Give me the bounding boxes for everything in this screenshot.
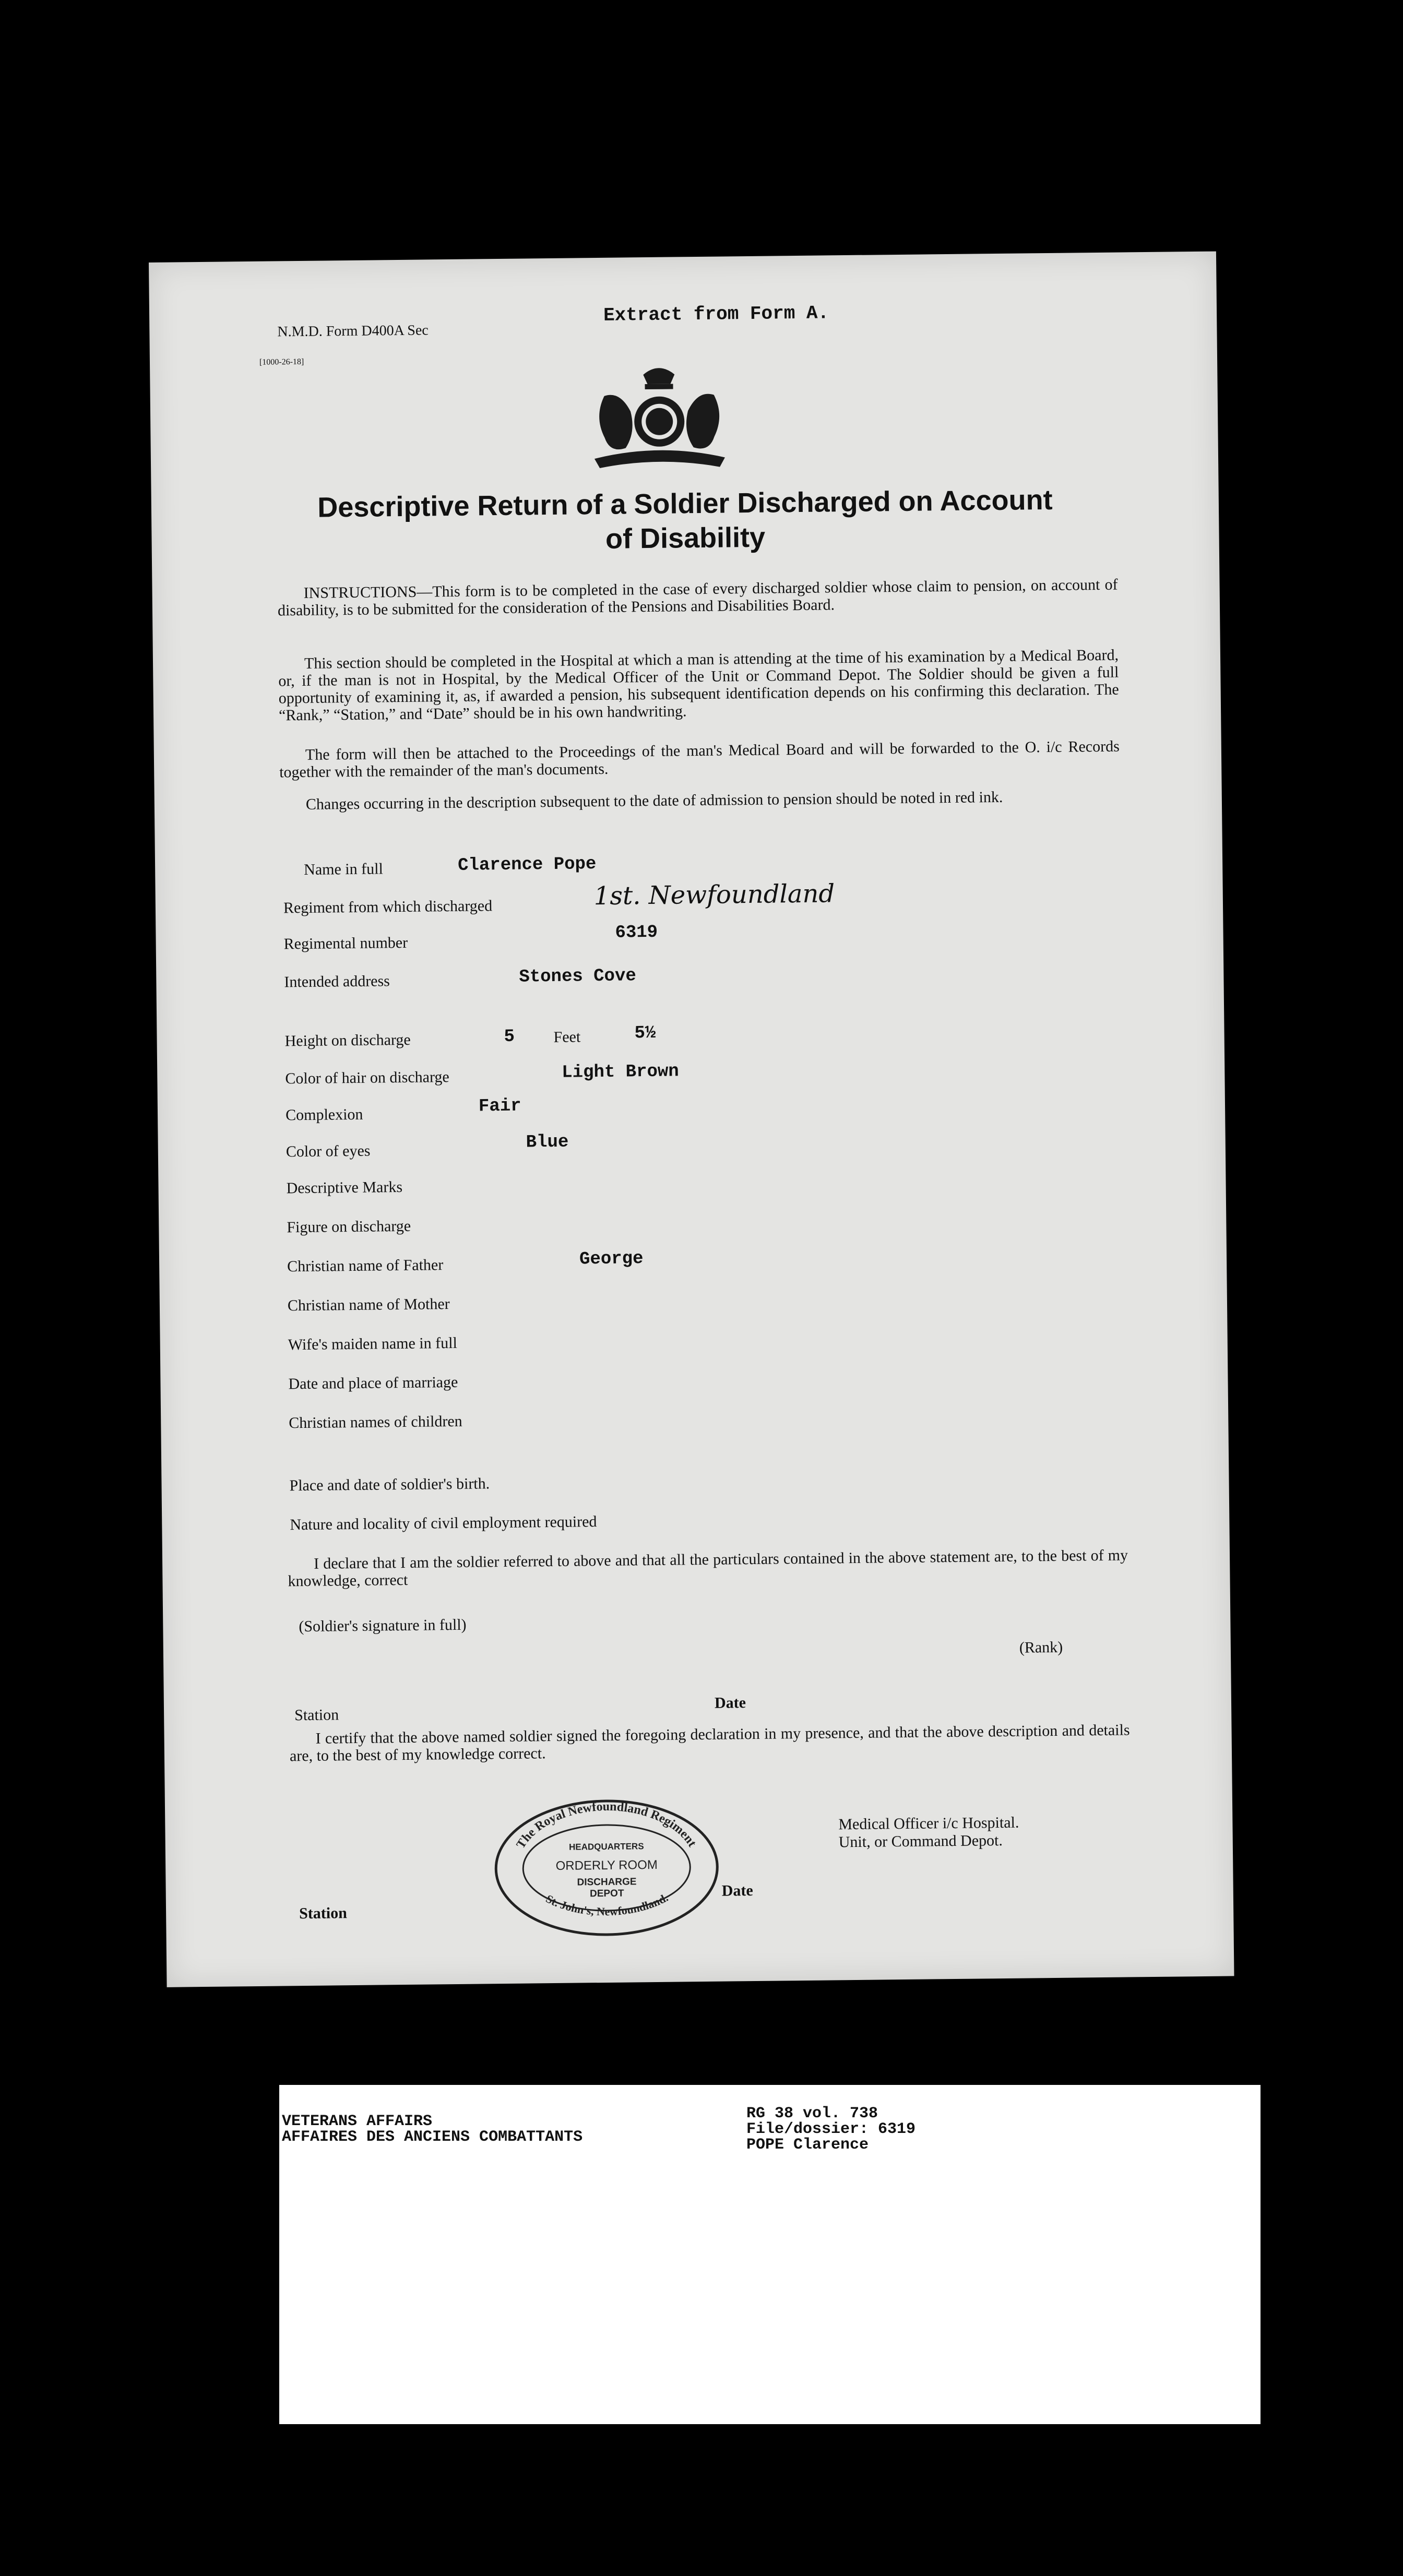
marks-label: Descriptive Marks — [286, 1178, 403, 1197]
orderly-room-stamp — [491, 1796, 722, 1940]
feet-label: Feet — [553, 1028, 581, 1046]
wife-label: Wife's maiden name in full — [288, 1334, 457, 1354]
stamp-ring-top: The Royal Newfoundland Regiment — [514, 1799, 699, 1851]
medical-officer-line-2: Unit, or Command Depot. — [838, 1832, 1003, 1851]
instruction-2: This section should be completed in the Hospital at which a man is attending at the time of his examination by a Medical Board, or, if the man is not in Hospital, by the Medical Officer of the Unit or Command Depot. The Soldier should be given a full opportunity of examining it, as, if awarded a pension, his subsequent identification depends on his confirming this declaration. The “Rank,” “Station,” and “Date” should be in his own handwriting. — [278, 646, 1119, 724]
signature-label: (Soldier's signature in full) — [299, 1616, 467, 1636]
royal-crest-icon — [583, 363, 735, 474]
mother-label: Christian name of Mother — [287, 1295, 450, 1315]
father-value: George — [579, 1249, 644, 1270]
soldier-name: POPE Clarence — [746, 2136, 869, 2154]
station-label-2: Station — [299, 1904, 348, 1923]
name-value: Clarence Pope — [457, 854, 597, 876]
name-label: Name in full — [304, 860, 384, 878]
birth-label: Place and date of soldier's birth. — [289, 1475, 490, 1495]
complexion-value: Fair — [478, 1096, 521, 1117]
height-feet-value: 5 — [504, 1027, 515, 1047]
archive-slip — [279, 2085, 1261, 2424]
form-title — [151, 481, 1219, 561]
hair-value: Light Brown — [562, 1062, 679, 1083]
certification-text: I certify that the above named soldier signed the foregoing declaration in my presence, and that the above description and details are, to the best of my knowledge correct. — [289, 1721, 1130, 1765]
complexion-label: Complexion — [285, 1105, 363, 1124]
form-sheet — [149, 252, 1234, 1987]
address-label: Intended address — [284, 972, 390, 991]
eyes-label: Color of eyes — [286, 1142, 371, 1161]
archive-reference: RG 38 vol. 738 — [746, 2105, 878, 2122]
department-fr: AFFAIRES DES ANCIENS COMBATTANTS — [282, 2128, 583, 2146]
file-number: File/dossier: 6319 — [746, 2120, 916, 2138]
regiment-value: 1st. Newfoundland — [593, 879, 835, 911]
stamp-line-2: ORDERLY ROOM — [555, 1857, 658, 1874]
regimental-number-value: 6319 — [615, 922, 658, 943]
instruction-4: Changes occurring in the description subsequent to the date of admission to pension should be noted in red ink. — [305, 788, 1003, 813]
declaration-text: I declare that I am the soldier referred to above and that all the particulars contained in the above statement are, to the best of my knowledge, correct — [288, 1546, 1128, 1590]
employment-label: Nature and locality of civil employment required — [290, 1513, 597, 1534]
station-label: Station — [294, 1706, 339, 1724]
form-code: N.M.D. Form D400A Sec — [277, 322, 429, 340]
stamp-line-3: DISCHARGE — [577, 1876, 637, 1888]
figure-label: Figure on discharge — [287, 1217, 411, 1236]
regimental-number-label: Regimental number — [283, 934, 408, 953]
medical-officer-block — [838, 1814, 1019, 1852]
title-line-1: Descriptive Return of a Soldier Discharged on Account — [317, 484, 1053, 523]
father-label: Christian name of Father — [287, 1256, 444, 1275]
address-value: Stones Cove — [519, 966, 637, 987]
height-inches-value: 5½ — [634, 1023, 656, 1044]
instruction-1: INSTRUCTIONS—This form is to be completed in the case of every discharged soldier whose claim to pension, on account of disability, is to be submitted for the consideration of the Pensions and Disabilities Board. — [277, 576, 1118, 619]
eyes-value: Blue — [526, 1132, 569, 1153]
extract-heading: Extract from Form A. — [603, 302, 829, 326]
height-label: Height on discharge — [284, 1031, 411, 1050]
date-label: Date — [714, 1694, 746, 1712]
instruction-3: The form will then be attached to the Proceedings of the man's Medical Board and will be forwarded to the O. i/c Records together with the remainder of the man's documents. — [279, 737, 1120, 781]
medical-officer-line-1: Medical Officer i/c Hospital. — [838, 1814, 1019, 1833]
children-label: Christian names of children — [289, 1412, 462, 1432]
marriage-label: Date and place of marriage — [288, 1373, 458, 1393]
department-en: VETERANS AFFAIRS — [282, 2113, 433, 2130]
regiment-label: Regiment from which discharged — [283, 897, 493, 917]
date-label-2: Date — [721, 1882, 753, 1900]
hair-label: Color of hair on discharge — [285, 1068, 449, 1088]
stamp-ring-bottom: St. John's, Newfoundland. — [543, 1891, 671, 1918]
stamp-line-1: HEADQUARTERS — [568, 1841, 644, 1852]
title-line-2: of Disability — [605, 521, 766, 555]
rank-label: (Rank) — [1019, 1638, 1063, 1656]
stamp-line-4: DEPOT — [589, 1888, 624, 1900]
print-code: [1000-26-18] — [259, 357, 304, 367]
